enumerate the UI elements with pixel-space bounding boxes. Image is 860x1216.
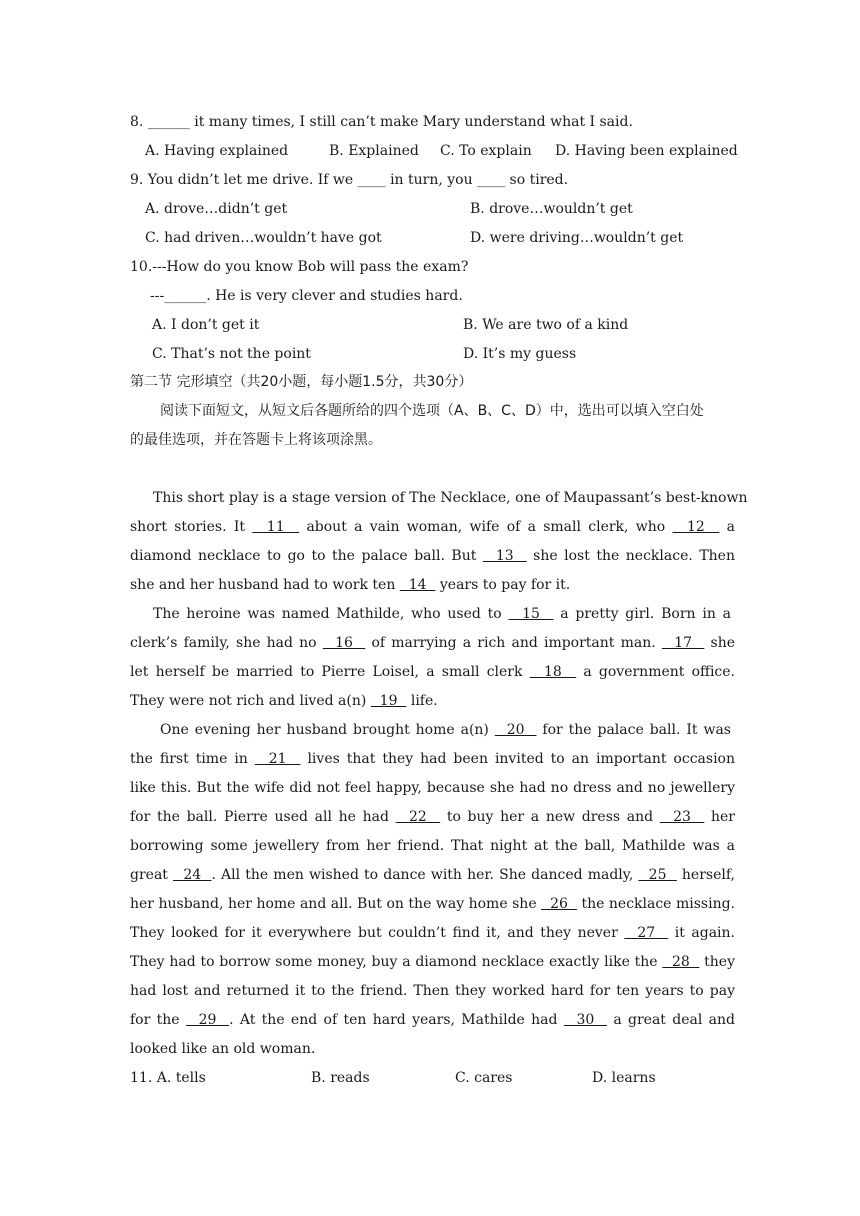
passage-text: a [719, 519, 735, 535]
passage-line [130, 571, 735, 600]
question-11-option-d: D. learns [592, 1070, 656, 1086]
question-8-options [130, 137, 738, 166]
question-10-option-c: C. That’s not the point [152, 346, 311, 362]
passage-line: borrowing some jewellery from her friend. That night at the ball, Mathilde was a [130, 838, 735, 854]
blank-11: 11 [252, 519, 300, 535]
passage-line: looked like an old woman. [130, 1041, 316, 1057]
passage-text: for the [130, 1012, 186, 1028]
question-10-stem-response: ---______. He is very clever and studies hard. [150, 288, 463, 304]
passage-text: they [699, 954, 735, 970]
question-11-options [130, 1064, 735, 1093]
blank-18: 18 [529, 664, 577, 680]
passage-text: a great deal and [606, 1012, 735, 1028]
question-10-stem: 10.---How do you know Bob will pass the exam? [130, 259, 469, 275]
passage-line [130, 803, 735, 832]
passage-line [130, 745, 735, 774]
passage-text: for the palace ball. It was [536, 722, 731, 738]
passage-text: of marrying a rich and important man. [365, 635, 662, 651]
passage-text: her [704, 809, 735, 825]
blank-17: 17 [661, 635, 705, 651]
question-8-option-d: D. Having been explained [555, 143, 738, 159]
passage-text: . All the men wished to dance with her. She danced madly, [211, 867, 639, 883]
passage-line [130, 948, 735, 977]
question-10-option-d: D. It’s my guess [463, 346, 577, 362]
passage-line: This short play is a stage version of The Necklace, one of Maupassant’s best-known [153, 490, 748, 506]
question-11-option-a: 11. A. tells [130, 1070, 206, 1086]
blank-19: 19 [370, 693, 407, 709]
section-2-instruction-line2: 的最佳选项，并在答题卡上将该项涂黑。 [130, 432, 382, 448]
passage-text: the necklace missing. [576, 896, 735, 912]
question-9-option-b: B. drove…wouldn’t get [470, 201, 633, 217]
passage-line [130, 1006, 735, 1035]
passage-line: like this. But the wife did not feel happy, because she had no dress and no jewellery [130, 780, 735, 796]
passage-text: she [704, 635, 736, 651]
passage-text: diamond necklace to go to the palace ball. But [130, 548, 483, 564]
passage-line [130, 919, 735, 948]
blank-24: 24 [173, 867, 212, 883]
passage-text: the first time in [130, 751, 255, 767]
blank-12: 12 [672, 519, 720, 535]
passage-text: great [130, 867, 174, 883]
blank-27: 27 [624, 925, 669, 941]
passage-line [130, 542, 735, 571]
passage-text: her husband, her home and all. But on the way home she [130, 896, 542, 912]
passage-text: They looked for it everywhere but couldn’t find it, and they never [130, 925, 625, 941]
passage-text: she and her husband had to work ten [130, 577, 400, 593]
question-9-options-row1 [130, 195, 735, 224]
section-2-instruction-line1: 阅读下面短文，从短文后各题所给的四个选项（A、B、C、D）中，选出可以填入空白处 [160, 403, 704, 419]
passage-line [130, 629, 735, 658]
passage-line [130, 687, 735, 716]
passage-text: it again. [668, 925, 735, 941]
passage-line [160, 716, 731, 745]
blank-30: 30 [563, 1012, 607, 1028]
passage-text: lives that they had been invited to an important occasion [300, 751, 735, 767]
passage-line [130, 658, 735, 687]
question-8-option-b: B. Explained [329, 143, 419, 159]
passage-text: years to pay for it. [435, 577, 571, 593]
blank-23: 23 [659, 809, 705, 825]
blank-16: 16 [322, 635, 366, 651]
blank-14: 14 [399, 577, 436, 593]
passage-text: The heroine was named Mathilde, who used to [153, 606, 509, 622]
question-11-option-c: C. cares [455, 1070, 513, 1086]
blank-26: 26 [541, 896, 577, 912]
passage-line [130, 890, 735, 919]
question-11-option-b: B. reads [311, 1070, 370, 1086]
question-9-option-a: A. drove…didn’t get [145, 201, 288, 217]
passage-text: One evening her husband brought home a(n) [160, 722, 495, 738]
passage-text: let herself be married to Pierre Loisel, a small clerk [130, 664, 530, 680]
passage-text: a government office. [576, 664, 736, 680]
passage-text: about a vain woman, wife of a small clerk, who [299, 519, 673, 535]
question-9-options-row2 [130, 224, 735, 253]
passage-text: a pretty girl. Born in a [553, 606, 731, 622]
passage-text: to buy her a new dress and [440, 809, 660, 825]
blank-29: 29 [185, 1012, 230, 1028]
passage-line [130, 861, 735, 890]
passage-line [153, 600, 731, 629]
question-8-option-c: C. To explain [440, 143, 532, 159]
question-9-option-c: C. had driven…wouldn’t have got [145, 230, 382, 246]
passage-text: . At the end of ten hard years, Mathilde had [229, 1012, 564, 1028]
passage-text: she lost the necklace. Then [526, 548, 735, 564]
question-10-options-row2 [130, 340, 735, 369]
blank-28: 28 [662, 954, 700, 970]
passage-text: herself, [676, 867, 735, 883]
passage-text: They had to borrow some money, buy a diamond necklace exactly like the [130, 954, 663, 970]
passage-text: They were not rich and lived a(n) [130, 693, 371, 709]
passage-line: had lost and returned it to the friend. Then they worked hard for ten years to pay [130, 983, 735, 999]
question-10-option-a: A. I don’t get it [152, 317, 260, 333]
blank-20: 20 [494, 722, 537, 738]
passage-text: clerk’s family, she had no [130, 635, 323, 651]
section-2-title: 第二节 完形填空（共20小题，每小题1.5分，共30分） [130, 374, 473, 390]
question-10-options-row1 [130, 311, 735, 340]
blank-25: 25 [638, 867, 677, 883]
question-8-option-a: A. Having explained [145, 143, 289, 159]
blank-22: 22 [395, 809, 441, 825]
blank-13: 13 [482, 548, 527, 564]
passage-text: life. [406, 693, 438, 709]
question-8-stem: 8. ______ it many times, I still can’t make Mary understand what I said. [130, 114, 633, 130]
passage-text: for the ball. Pierre used all he had [130, 809, 396, 825]
question-9-stem: 9. You didn’t let me drive. If we ____ in turn, you ____ so tired. [130, 172, 569, 188]
blank-15: 15 [508, 606, 554, 622]
passage-line [130, 513, 735, 542]
passage-text: short stories. It [130, 519, 253, 535]
blank-21: 21 [254, 751, 301, 767]
question-10-option-b: B. We are two of a kind [463, 317, 629, 333]
question-9-option-d: D. were driving…wouldn’t get [470, 230, 684, 246]
